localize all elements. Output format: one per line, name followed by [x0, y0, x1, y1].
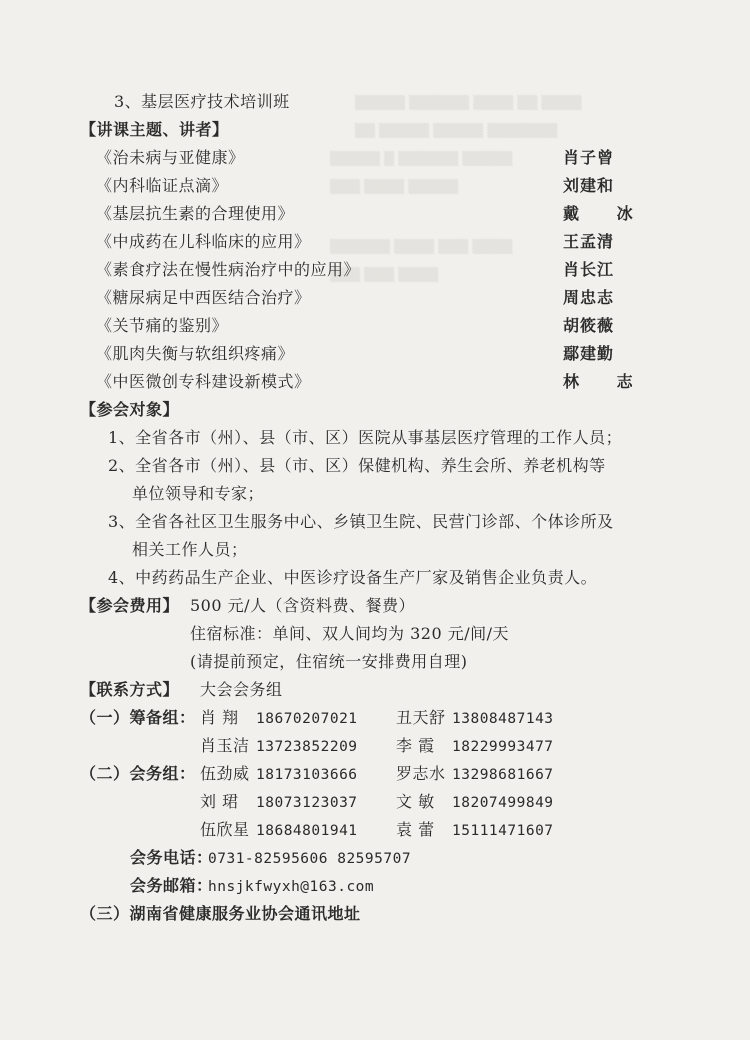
topic-title: 《治未病与亚健康》 [96, 148, 245, 167]
topic-title: 《基层抗生素的合理使用》 [96, 204, 295, 223]
contact-name: 丑天舒 [396, 708, 446, 727]
topic-title: 《关节痛的鉴别》 [96, 316, 229, 335]
conference-email-value: hnsjkfwyxh@163.com [208, 879, 375, 895]
audience-line: 2、全省各市（州）、县（市、区）保健机构、养生会所、养老机构等 [108, 456, 606, 475]
bleed-through-text: ▒▒▒▒▒▒ ▒▒▒▒ ▒▒▒ ▒▒▒▒ [330, 240, 513, 255]
contact-name: 袁 蕾 [396, 820, 435, 839]
topic-speaker: 林 志 [563, 372, 649, 391]
topics-header: 【讲课主题、讲者】 [80, 120, 229, 139]
topic-title: 《糖尿病足中西医结合治疗》 [96, 288, 311, 307]
lodging-standard: 住宿标准：单间、双人间均为 320 元/间/天 [190, 624, 509, 643]
conference-phone-value: 0731-82595606 82595707 [208, 851, 412, 867]
topic-speaker: 鄢建勤 [563, 344, 615, 363]
audience-line: 3、全省各社区卫生服务中心、乡镇卫生院、民营门诊部、个体诊所及 [108, 512, 614, 531]
lodging-note: (请提前预定，住宿统一安排费用自理) [190, 652, 468, 671]
topic-speaker: 戴 冰 [563, 204, 649, 223]
topic-title: 《内科临证点滴》 [96, 176, 229, 195]
fees-header: 【参会费用】 [80, 596, 180, 615]
fee-amount: 500 元/人（含资料费、餐费） [190, 596, 416, 615]
audience-header: 【参会对象】 [80, 400, 180, 419]
topic-speaker: 胡筱薇 [563, 316, 615, 335]
contact-phone: 18684801941 [256, 823, 358, 839]
bleed-through-text: ▒▒▒▒▒ ▒▒▒▒▒▒ ▒▒▒▒ ▒▒ ▒▒▒▒ [355, 96, 582, 111]
contact-name: 罗志水 [396, 764, 446, 783]
contact-phone: 13808487143 [452, 711, 554, 727]
contact-org: 大会会务组 [200, 680, 283, 699]
contact-name: 伍劲威 [200, 764, 250, 783]
training-title: 3、基层医疗技术培训班 [114, 92, 290, 111]
topic-speaker: 肖长江 [563, 260, 615, 279]
affairs-group-label: （二）会务组： [80, 764, 196, 783]
bleed-through-text: ▒▒▒ ▒▒▒ ▒▒▒▒ [330, 268, 439, 283]
contact-name: 文 敏 [396, 792, 435, 811]
contact-phone: 13298681667 [452, 767, 554, 783]
topic-title: 《素食疗法在慢性病治疗中的应用》 [96, 260, 361, 279]
contact-phone: 18207499849 [452, 795, 554, 811]
contact-name: 肖玉洁 [200, 736, 250, 755]
audience-line: 相关工作人员； [132, 540, 248, 559]
bleed-through-text: ▒▒ ▒▒▒▒▒ ▒▒▒▒▒ ▒▒▒▒▒▒▒ [355, 124, 558, 139]
bleed-through-text: ▒▒▒ ▒▒▒▒ ▒▒▒▒▒ [330, 180, 459, 195]
contact-phone: 18173103666 [256, 767, 358, 783]
contact-phone: 13723852209 [256, 739, 358, 755]
topic-speaker: 刘建和 [563, 176, 615, 195]
topic-title: 《中医微创专科建设新模式》 [96, 372, 311, 391]
audience-line: 1、全省各市（州）、县（市、区）医院从事基层医疗管理的工作人员； [108, 428, 623, 447]
audience-line: 4、中药药品生产企业、中医诊疗设备生产厂家及销售企业负责人。 [108, 568, 598, 587]
contact-header: 【联系方式】 [80, 680, 180, 699]
topic-speaker: 周忠志 [563, 288, 615, 307]
contact-phone: 18073123037 [256, 795, 358, 811]
conference-email-label: 会务邮箱： [130, 876, 213, 895]
prep-group-label: （一）筹备组： [80, 708, 196, 727]
contact-phone: 18229993477 [452, 739, 554, 755]
topic-speaker: 肖子曾 [563, 148, 615, 167]
contact-name: 肖 翔 [200, 708, 239, 727]
topic-speaker: 王孟清 [563, 232, 615, 251]
conference-phone-label: 会务电话： [130, 848, 213, 867]
association-address-heading: （三）湖南省健康服务业协会通讯地址 [80, 904, 361, 923]
contact-name: 刘 珺 [200, 792, 239, 811]
contact-phone: 15111471607 [452, 823, 554, 839]
audience-line: 单位领导和专家； [132, 484, 265, 503]
contact-name: 李 霞 [396, 736, 435, 755]
topic-title: 《肌肉失衡与软组织疼痛》 [96, 344, 295, 363]
contact-name: 伍欣星 [200, 820, 250, 839]
contact-phone: 18670207021 [256, 711, 358, 727]
bleed-through-text: ▒▒▒▒▒ ▒ ▒▒▒▒▒▒ ▒▒▒▒▒ [330, 152, 513, 167]
topic-title: 《中成药在儿科临床的应用》 [96, 232, 311, 251]
